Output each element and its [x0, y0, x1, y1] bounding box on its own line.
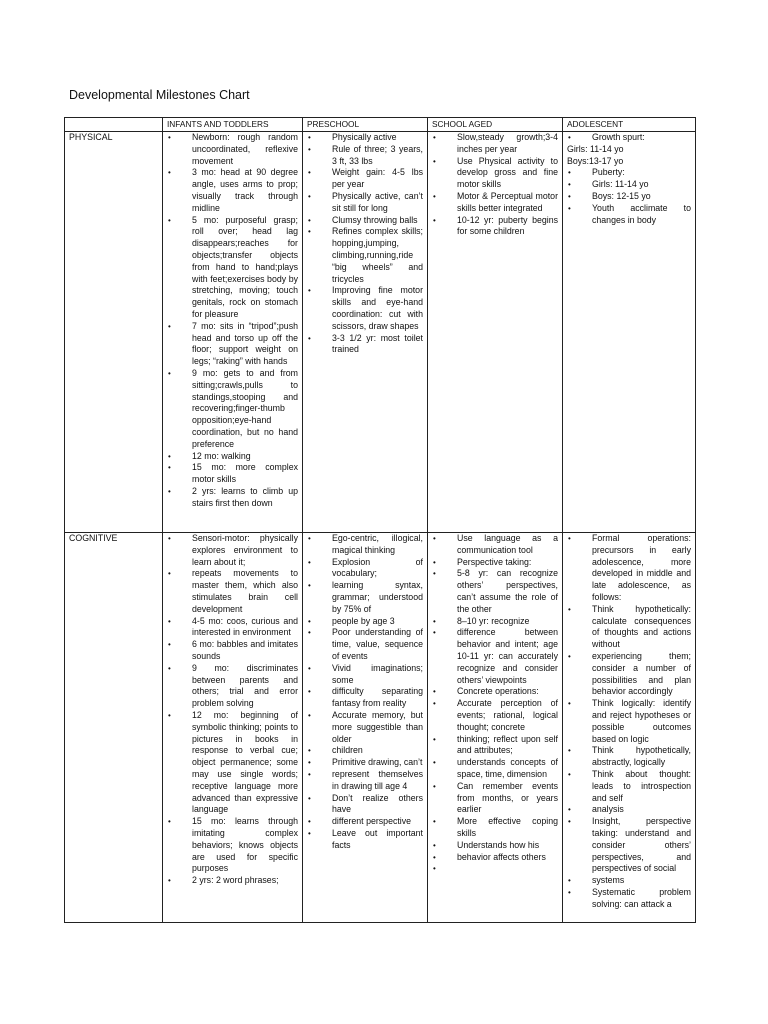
list-item: • 15 mo: more complex motor skills [167, 462, 298, 486]
list-item: • 2 yrs: 2 word phrases; [167, 875, 298, 887]
list-item: • 10-12 yr: puberty begins for some children [432, 215, 558, 239]
list-item: • 5-8 yr: can recognize others’ perspectives, can’t assume the role of the other [432, 568, 558, 615]
list-item: • Perspective taking: [432, 557, 558, 569]
list-item: • Puberty: [567, 167, 691, 179]
list-item: • Clumsy throwing balls [307, 215, 423, 227]
list-item: • Accurate perception of events; rational, logical thought; concrete [432, 698, 558, 733]
list-item: • Use Physical activity to develop gross and fine motor skills [432, 156, 558, 191]
list-item: • different perspective [307, 816, 423, 828]
list-item: • 3-3 1/2 yr: most toilet trained [307, 333, 423, 357]
list-item: • Rule of three; 3 years, 3 ft, 33 lbs [307, 144, 423, 168]
list-item: • experiencing them; consider a number of possibilities and plan behavior accordingly [567, 651, 691, 698]
header-row [65, 118, 696, 132]
list-item: • Refines complex skills; hopping,jumping, climbing,running,ride “big wheels” and tricycles [307, 226, 423, 285]
milestones-table [64, 117, 696, 923]
list-item: • Leave out important facts [307, 828, 423, 852]
list-item: • Physically active [307, 132, 423, 144]
list-item: • Concrete operations: [432, 686, 558, 698]
cell-physical-adolescent [563, 132, 696, 533]
list-item: • 7 mo: sits in “tripod”;push head and torso up off the floor; support weight on legs; “raking” with hands [167, 321, 298, 368]
list-item: • 8–10 yr: recognize [432, 616, 558, 628]
row-label-cognitive: COGNITIVE [65, 533, 163, 923]
list-item: • represent themselves in drawing till age 4 [307, 769, 423, 793]
list-item: • Motor & Perceptual motor skills better integrated [432, 191, 558, 215]
header-adolescent: ADOLESCENT [563, 118, 696, 132]
list-item: • Think hypothetically: calculate consequences of thoughts and actions without [567, 604, 691, 651]
list-item: • Growth spurt: [567, 132, 691, 144]
cell-physical-school-aged [428, 132, 563, 533]
list-item: • 12 mo: walking [167, 451, 298, 463]
list-item: • Systematic problem solving: can attack a [567, 887, 691, 911]
cell-cognitive-infants [163, 533, 303, 923]
list-item: • Understands how his [432, 840, 558, 852]
list-item: • analysis [567, 804, 691, 816]
list-item: • Poor understanding of time, value, sequence of events [307, 627, 423, 662]
list-item: • 2 yrs: learns to climb up stairs first then down [167, 486, 298, 510]
list-item: • Accurate memory, but more suggestible than older [307, 710, 423, 745]
row-label-physical: PHYSICAL [65, 132, 163, 533]
list-item: • Newborn: rough random uncoordinated, reflexive movement [167, 132, 298, 167]
list-item: • 6 mo: babbles and imitates sounds [167, 639, 298, 663]
list-item: • More effective coping skills [432, 816, 558, 840]
list-item: • Primitive drawing, can’t [307, 757, 423, 769]
list-item: • Can remember events from months, or years earlier [432, 781, 558, 816]
header-infants-toddlers: INFANTS AND TODDLERS [163, 118, 303, 132]
list-item: • Girls: 11-14 yo [567, 179, 691, 191]
list-item: • Physically active, can’t sit still for long [307, 191, 423, 215]
list-item: • Ego-centric, illogical, magical thinking [307, 533, 423, 557]
header-cell-empty [65, 118, 163, 132]
list-item: • 15 mo: learns through imitating complex behaviors; knows objects are used for specific purposes [167, 816, 298, 875]
page-title: Developmental Milestones Chart [69, 88, 250, 102]
list-item: • Explosion of vocabulary; [307, 557, 423, 581]
list-item: • 4-5 mo: coos, curious and interested in environment [167, 616, 298, 640]
list-item: • difference between behavior and intent; age 10-11 yr: can accurately recognize and consider others’ viewpoints [432, 627, 558, 686]
header-preschool: PRESCHOOL [303, 118, 428, 132]
list-item: • systems [567, 875, 691, 887]
list-item: Girls: 11-14 yo [567, 143, 624, 154]
list-item: • difficulty separating fantasy from reality [307, 686, 423, 710]
list-item: • Sensori-motor: physically explores environment to learn about it; [167, 533, 298, 568]
list-item: • children [307, 745, 423, 757]
list-item: • Insight, perspective taking: understand and consider others’ perspectives, and perspectives of social [567, 816, 691, 875]
list-item: • people by age 3 [307, 616, 423, 628]
list-item: • Weight gain: 4-5 lbs per year [307, 167, 423, 191]
list-item: • Slow,steady growth;3-4 inches per year [432, 132, 558, 156]
list-item: • Think logically: identify and reject hypotheses or possible outcomes based on logic [567, 698, 691, 745]
list-item: • Formal operations: precursors in early adolescence, more developed in middle and late adolescence, as follows: [567, 533, 691, 604]
header-school-aged: SCHOOL AGED [428, 118, 563, 132]
list-item: • Improving fine motor skills and eye-hand coordination: cut with scissors, draw shapes [307, 285, 423, 332]
list-item: • 9 mo: discriminates between parents and others; trial and error problem solving [167, 663, 298, 710]
list-item: • Don’t realize others have [307, 793, 423, 817]
row-physical [65, 132, 696, 533]
list-item: • 3 mo: head at 90 degree angle, uses arms to prop; visually track through midline [167, 167, 298, 214]
list-item: • behavior affects others [432, 852, 558, 864]
list-item: Boys:13-17 yo [567, 155, 624, 166]
list-item: • 9 mo: gets to and from sitting;crawls,pulls to standings,stooping and recovering;finger-thumb opposition;eye-hand coordination, but no hand preference [167, 368, 298, 451]
list-item: • 5 mo: purposeful grasp; roll over; head lag disappears;reaches for objects;transfer objects from hand to hand;plays with feet;exercises body by stretching, moving; touch genitals, rock on stomach for pleasure [167, 215, 298, 321]
cell-physical-infants [163, 132, 303, 533]
cell-cognitive-preschool [303, 533, 428, 923]
list-item: • repeats movements to master them, which also stimulates brain cell development [167, 568, 298, 615]
cell-cognitive-adolescent [563, 533, 696, 923]
cell-cognitive-school-aged [428, 533, 563, 923]
list-item: • understands concepts of space, time, dimension [432, 757, 558, 781]
list-item: • Boys: 12-15 yo [567, 191, 691, 203]
list-item: • learning syntax, grammar; understood by 75% of [307, 580, 423, 615]
row-cognitive [65, 533, 696, 923]
list-item: • Use language as a communication tool [432, 533, 558, 557]
list-item: • thinking; reflect upon self and attributes; [432, 734, 558, 758]
list-item: • Youth acclimate to changes in body [567, 203, 691, 227]
list-item: • Think hypothetically, abstractly, logically [567, 745, 691, 769]
list-item: • Vivid imaginations; some [307, 663, 423, 687]
list-item: • 12 mo: beginning of symbolic thinking; points to pictures in books in response to verbal cue; object permanence; some may use single words; receptive language more advanced than expressive language [167, 710, 298, 816]
list-item: • Think about thought: leads to introspection and self [567, 769, 691, 804]
cell-physical-preschool [303, 132, 428, 533]
